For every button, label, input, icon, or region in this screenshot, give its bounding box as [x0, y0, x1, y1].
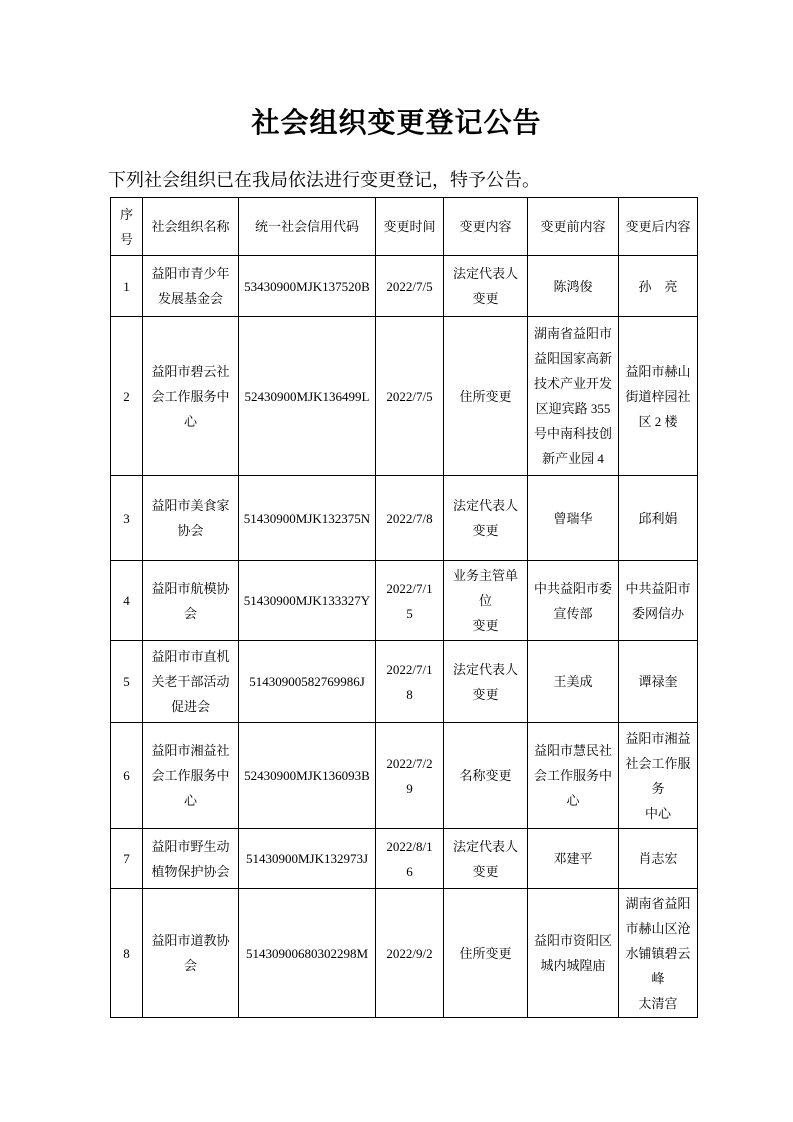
cell-seq: 4: [111, 561, 143, 641]
table-row: [111, 561, 698, 641]
cell-credit-code: 52430900MJK136499L: [239, 317, 376, 476]
header-cell-org-name: 社会组织名称: [143, 198, 239, 256]
cell-after: 邱利娟: [619, 476, 698, 561]
cell-change-date: 2022/7/5: [376, 256, 444, 317]
document-title: 社会组织变更登记公告: [251, 108, 542, 139]
table-row: [111, 889, 698, 1018]
table-row: [111, 256, 698, 317]
cell-credit-code: 51430900MJK133327Y: [239, 561, 376, 641]
cell-after: 益阳市赫山 街道梓园社 区 2 楼: [619, 317, 698, 476]
cell-change-date: 2022/7/1 8: [376, 641, 444, 723]
intro-text: 下列社会组织已在我局依法进行变更登记，特予公告。: [108, 170, 540, 190]
cell-before: 曾瑞华: [528, 476, 619, 561]
table-header-row: [111, 198, 698, 256]
cell-change-type: 法定代表人 变更: [444, 476, 528, 561]
header-cell-after: 变更后内容: [619, 198, 698, 256]
header-cell-before: 变更前内容: [528, 198, 619, 256]
cell-before: 益阳市资阳区 城内城隍庙: [528, 889, 619, 1018]
cell-org-name: 益阳市野生动 植物保护协会: [143, 829, 239, 889]
cell-after: 肖志宏: [619, 829, 698, 889]
cell-org-name: 益阳市航模协 会: [143, 561, 239, 641]
cell-credit-code: 51430900MJK132375N: [239, 476, 376, 561]
cell-seq: 1: [111, 256, 143, 317]
table-row: [111, 723, 698, 829]
table-row: [111, 476, 698, 561]
cell-change-date: 2022/8/1 6: [376, 829, 444, 889]
cell-change-type: 住所变更: [444, 889, 528, 1018]
cell-change-date: 2022/7/1 5: [376, 561, 444, 641]
cell-change-date: 2022/7/2 9: [376, 723, 444, 829]
cell-change-type: 法定代表人 变更: [444, 829, 528, 889]
table-row: [111, 317, 698, 476]
cell-org-name: 益阳市美食家 协会: [143, 476, 239, 561]
cell-seq: 6: [111, 723, 143, 829]
cell-after: 孙 亮: [619, 256, 698, 317]
cell-org-name: 益阳市青少年 发展基金会: [143, 256, 239, 317]
table-row: [111, 829, 698, 889]
cell-before: 王美成: [528, 641, 619, 723]
cell-seq: 2: [111, 317, 143, 476]
table-row: [111, 641, 698, 723]
cell-before: 中共益阳市委 宣传部: [528, 561, 619, 641]
cell-after: 湖南省益阳 市赫山区沧 水铺镇碧云 峰 太清宫: [619, 889, 698, 1018]
cell-credit-code: 51430900582769986J: [239, 641, 376, 723]
cell-change-date: 2022/7/8: [376, 476, 444, 561]
cell-seq: 7: [111, 829, 143, 889]
cell-credit-code: 52430900MJK136093B: [239, 723, 376, 829]
cell-change-date: 2022/7/5: [376, 317, 444, 476]
cell-change-type: 业务主管单 位 变更: [444, 561, 528, 641]
cell-before: 湖南省益阳市 益阳国家高新 技术产业开发 区迎宾路 355 号中南科技创 新产业园 4: [528, 317, 619, 476]
cell-org-name: 益阳市道教协 会: [143, 889, 239, 1018]
change-registration-table: [110, 197, 698, 1018]
cell-seq: 3: [111, 476, 143, 561]
cell-credit-code: 53430900MJK137520B: [239, 256, 376, 317]
cell-after: 谭禄奎: [619, 641, 698, 723]
cell-before: 陈鸿俊: [528, 256, 619, 317]
cell-after: 中共益阳市 委网信办: [619, 561, 698, 641]
cell-before: 邓建平: [528, 829, 619, 889]
cell-org-name: 益阳市碧云社 会工作服务中 心: [143, 317, 239, 476]
cell-change-type: 住所变更: [444, 317, 528, 476]
cell-seq: 8: [111, 889, 143, 1018]
header-cell-seq: 序 号: [111, 198, 143, 256]
cell-org-name: 益阳市市直机 关老干部活动 促进会: [143, 641, 239, 723]
header-cell-change-type: 变更内容: [444, 198, 528, 256]
header-cell-change-date: 变更时间: [376, 198, 444, 256]
cell-before: 益阳市慧民社 会工作服务中 心: [528, 723, 619, 829]
cell-credit-code: 51430900680302298M: [239, 889, 376, 1018]
cell-change-type: 名称变更: [444, 723, 528, 829]
cell-change-date: 2022/9/2: [376, 889, 444, 1018]
cell-change-type: 法定代表人 变更: [444, 256, 528, 317]
cell-change-type: 法定代表人 变更: [444, 641, 528, 723]
cell-credit-code: 51430900MJK132973J: [239, 829, 376, 889]
cell-after: 益阳市湘益 社会工作服 务 中心: [619, 723, 698, 829]
cell-seq: 5: [111, 641, 143, 723]
header-cell-credit-code: 统一社会信用代码: [239, 198, 376, 256]
cell-org-name: 益阳市湘益社 会工作服务中 心: [143, 723, 239, 829]
